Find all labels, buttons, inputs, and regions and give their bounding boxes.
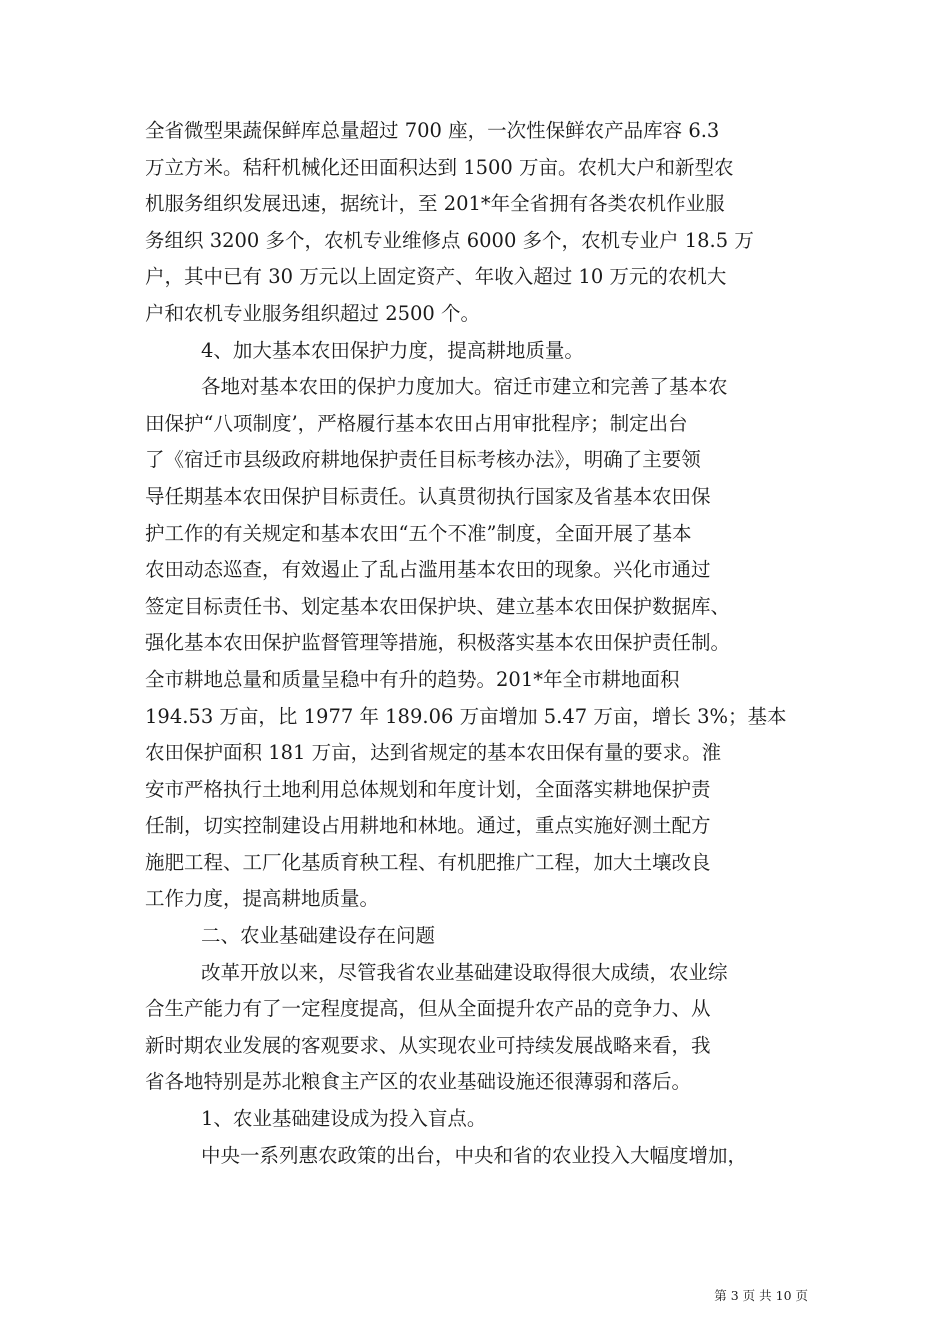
text-line: 了《宿迁市县级政府耕地保护责任目标考核办法》，明确了主要领 bbox=[145, 448, 701, 472]
text-line: 省各地特别是苏北粮食主产区的农业基础设施还很薄弱和落后。 bbox=[145, 1070, 692, 1094]
text-line: 194.53 万亩，比 1977 年 189.06 万亩增加 5.47 万亩，增长 3%；基本 bbox=[145, 704, 787, 728]
text-line: 农田动态巡查，有效遏止了乱占滥用基本农田的现象。兴化市通过 bbox=[145, 558, 711, 582]
text-line: 施肥工程、工厂化基质育秧工程、有机肥推广工程，加大土壤改良 bbox=[145, 850, 711, 874]
document-body bbox=[145, 113, 810, 1174]
text-line: 强化基本农田保护监督管理等措施，积极落实基本农田保护责任制。 bbox=[145, 631, 731, 655]
text-line: 全市耕地总量和质量呈稳中有升的趋势。201*年全市耕地面积 bbox=[145, 667, 680, 691]
text-line: 导任期基本农田保护目标责任。认真贯彻执行国家及省基本农田保 bbox=[145, 484, 711, 508]
text-line: 4、加大基本农田保护力度，提高耕地质量。 bbox=[201, 338, 584, 362]
text-line: 合生产能力有了一定程度提高，但从全面提升农产品的竞争力、从 bbox=[145, 997, 711, 1021]
text-line: 田保护“八项制度’，严格履行基本农田占用审批程序；制定出台 bbox=[145, 411, 688, 435]
text-line: 全省微型果蔬保鲜库总量超过 700 座，一次性保鲜农产品库容 6.3 bbox=[145, 119, 720, 142]
text-line: 新时期农业发展的客观要求、从实现农业可持续发展战略来看，我 bbox=[145, 1033, 711, 1057]
text-line: 户和农机专业服务组织超过 2500 个。 bbox=[145, 301, 481, 325]
text-line: 安市严格执行土地利用总体规划和年度计划，全面落实耕地保护责 bbox=[145, 777, 711, 801]
text-line: 中央一系列惠农政策的出台，中央和省的农业投入大幅度增加， bbox=[201, 1143, 748, 1167]
page-number: 第 3 页 共 10 页 bbox=[714, 1288, 808, 1303]
text-line: 务组织 3200 多个，农机专业维修点 6000 多个，农机专业户 18.5 万 bbox=[145, 228, 754, 252]
text-line: 万立方米。秸秆机械化还田面积达到 1500 万亩。农机大户和新型农 bbox=[145, 155, 734, 179]
text-line: 1、农业基础建设成为投入盲点。 bbox=[201, 1107, 487, 1131]
text-line: 机服务组织发展迅速，据统计，至 201*年全省拥有各类农机作业服 bbox=[145, 192, 725, 216]
text-line: 签定目标责任书、划定基本农田保护块、建立基本农田保护数据库、 bbox=[145, 594, 731, 618]
text-line: 改革开放以来，尽管我省农业基础建设取得很大成绩，农业综 bbox=[201, 960, 728, 984]
text-line: 工作力度，提高耕地质量。 bbox=[145, 887, 380, 911]
text-line: 二、农业基础建设存在问题 bbox=[201, 924, 436, 948]
text-line: 户，其中已有 30 万元以上固定资产、年收入超过 10 万元的农机大 bbox=[145, 265, 727, 289]
text-line: 护工作的有关规定和基本农田“五个不准”制度，全面开展了基本 bbox=[145, 521, 692, 545]
text-line: 农田保护面积 181 万亩，达到省规定的基本农田保有量的要求。淮 bbox=[145, 741, 722, 765]
text-line: 各地对基本农田的保护力度加大。宿迁市建立和完善了基本农 bbox=[201, 375, 728, 399]
text-line: 任制，切实控制建设占用耕地和林地。通过，重点实施好测土配方 bbox=[145, 814, 711, 838]
